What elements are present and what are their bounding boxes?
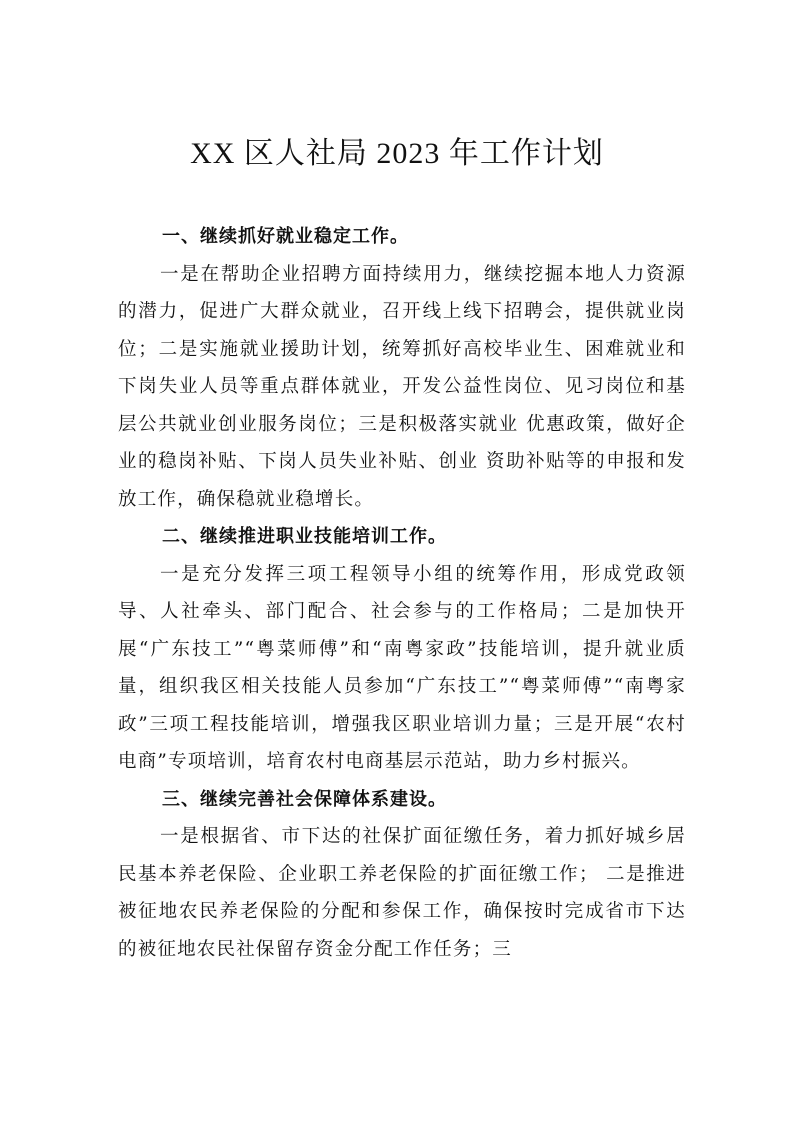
section-paragraph: 一是在帮助企业招聘方面持续用力，继续挖掘本地人力资源的潜力，促进广大群众就业，召开线上线下招聘会，提供就业岗位；二是实施就业援助计划，统筹抓好高校毕业生、困难就业和下岗失业人员等重点群体就业，开发公益性岗位、见习岗位和基层公共就业创业服务岗位；三是积极落实就业 优惠政策，做好企业的稳岗补贴、下岗人员失业补贴、创业 资助补贴等的申报和发放工作，确保稳就业稳增长。 [118, 263, 686, 510]
section-heading: 三、继续完善社会保障体系建设。 [162, 788, 447, 810]
section-employment [118, 218, 686, 518]
section-heading: 一、继续抓好就业稳定工作。 [162, 226, 409, 247]
section-paragraph: 一是充分发挥三项工程领导小组的统筹作用，形成党政领导、人社牵头、部门配合、社会参与的工作格局；二是加快开展“广东技工”“粤菜师傅”和“南粤家政”技能培训，提升就业质量，组织我区相关技能人员参加“广东技工”“粤菜师傅”“南粤家政”三项工程技能培训，增强我区职业培训力量；三是开展“农村电商”专项培训，培育农村电商基层示范站，助力乡村振兴。 [118, 563, 686, 772]
section-heading: 二、继续推进职业技能培训工作。 [162, 526, 447, 547]
section-paragraph: 一是根据省、市下达的社保扩面征缴任务，着力抓好城乡居民基本养老保险、企业职工养老保险的扩面征缴工作； 二是推进被征地农民养老保险的分配和参保工作，确保按时完成省市下达的被征地农民社保留存资金分配工作任务；三 [118, 826, 686, 960]
section-skills-training [118, 518, 686, 781]
section-social-security [118, 781, 686, 969]
document-body [118, 218, 686, 968]
document-title: XX 区人社局 2023 年工作计划 [190, 137, 604, 170]
